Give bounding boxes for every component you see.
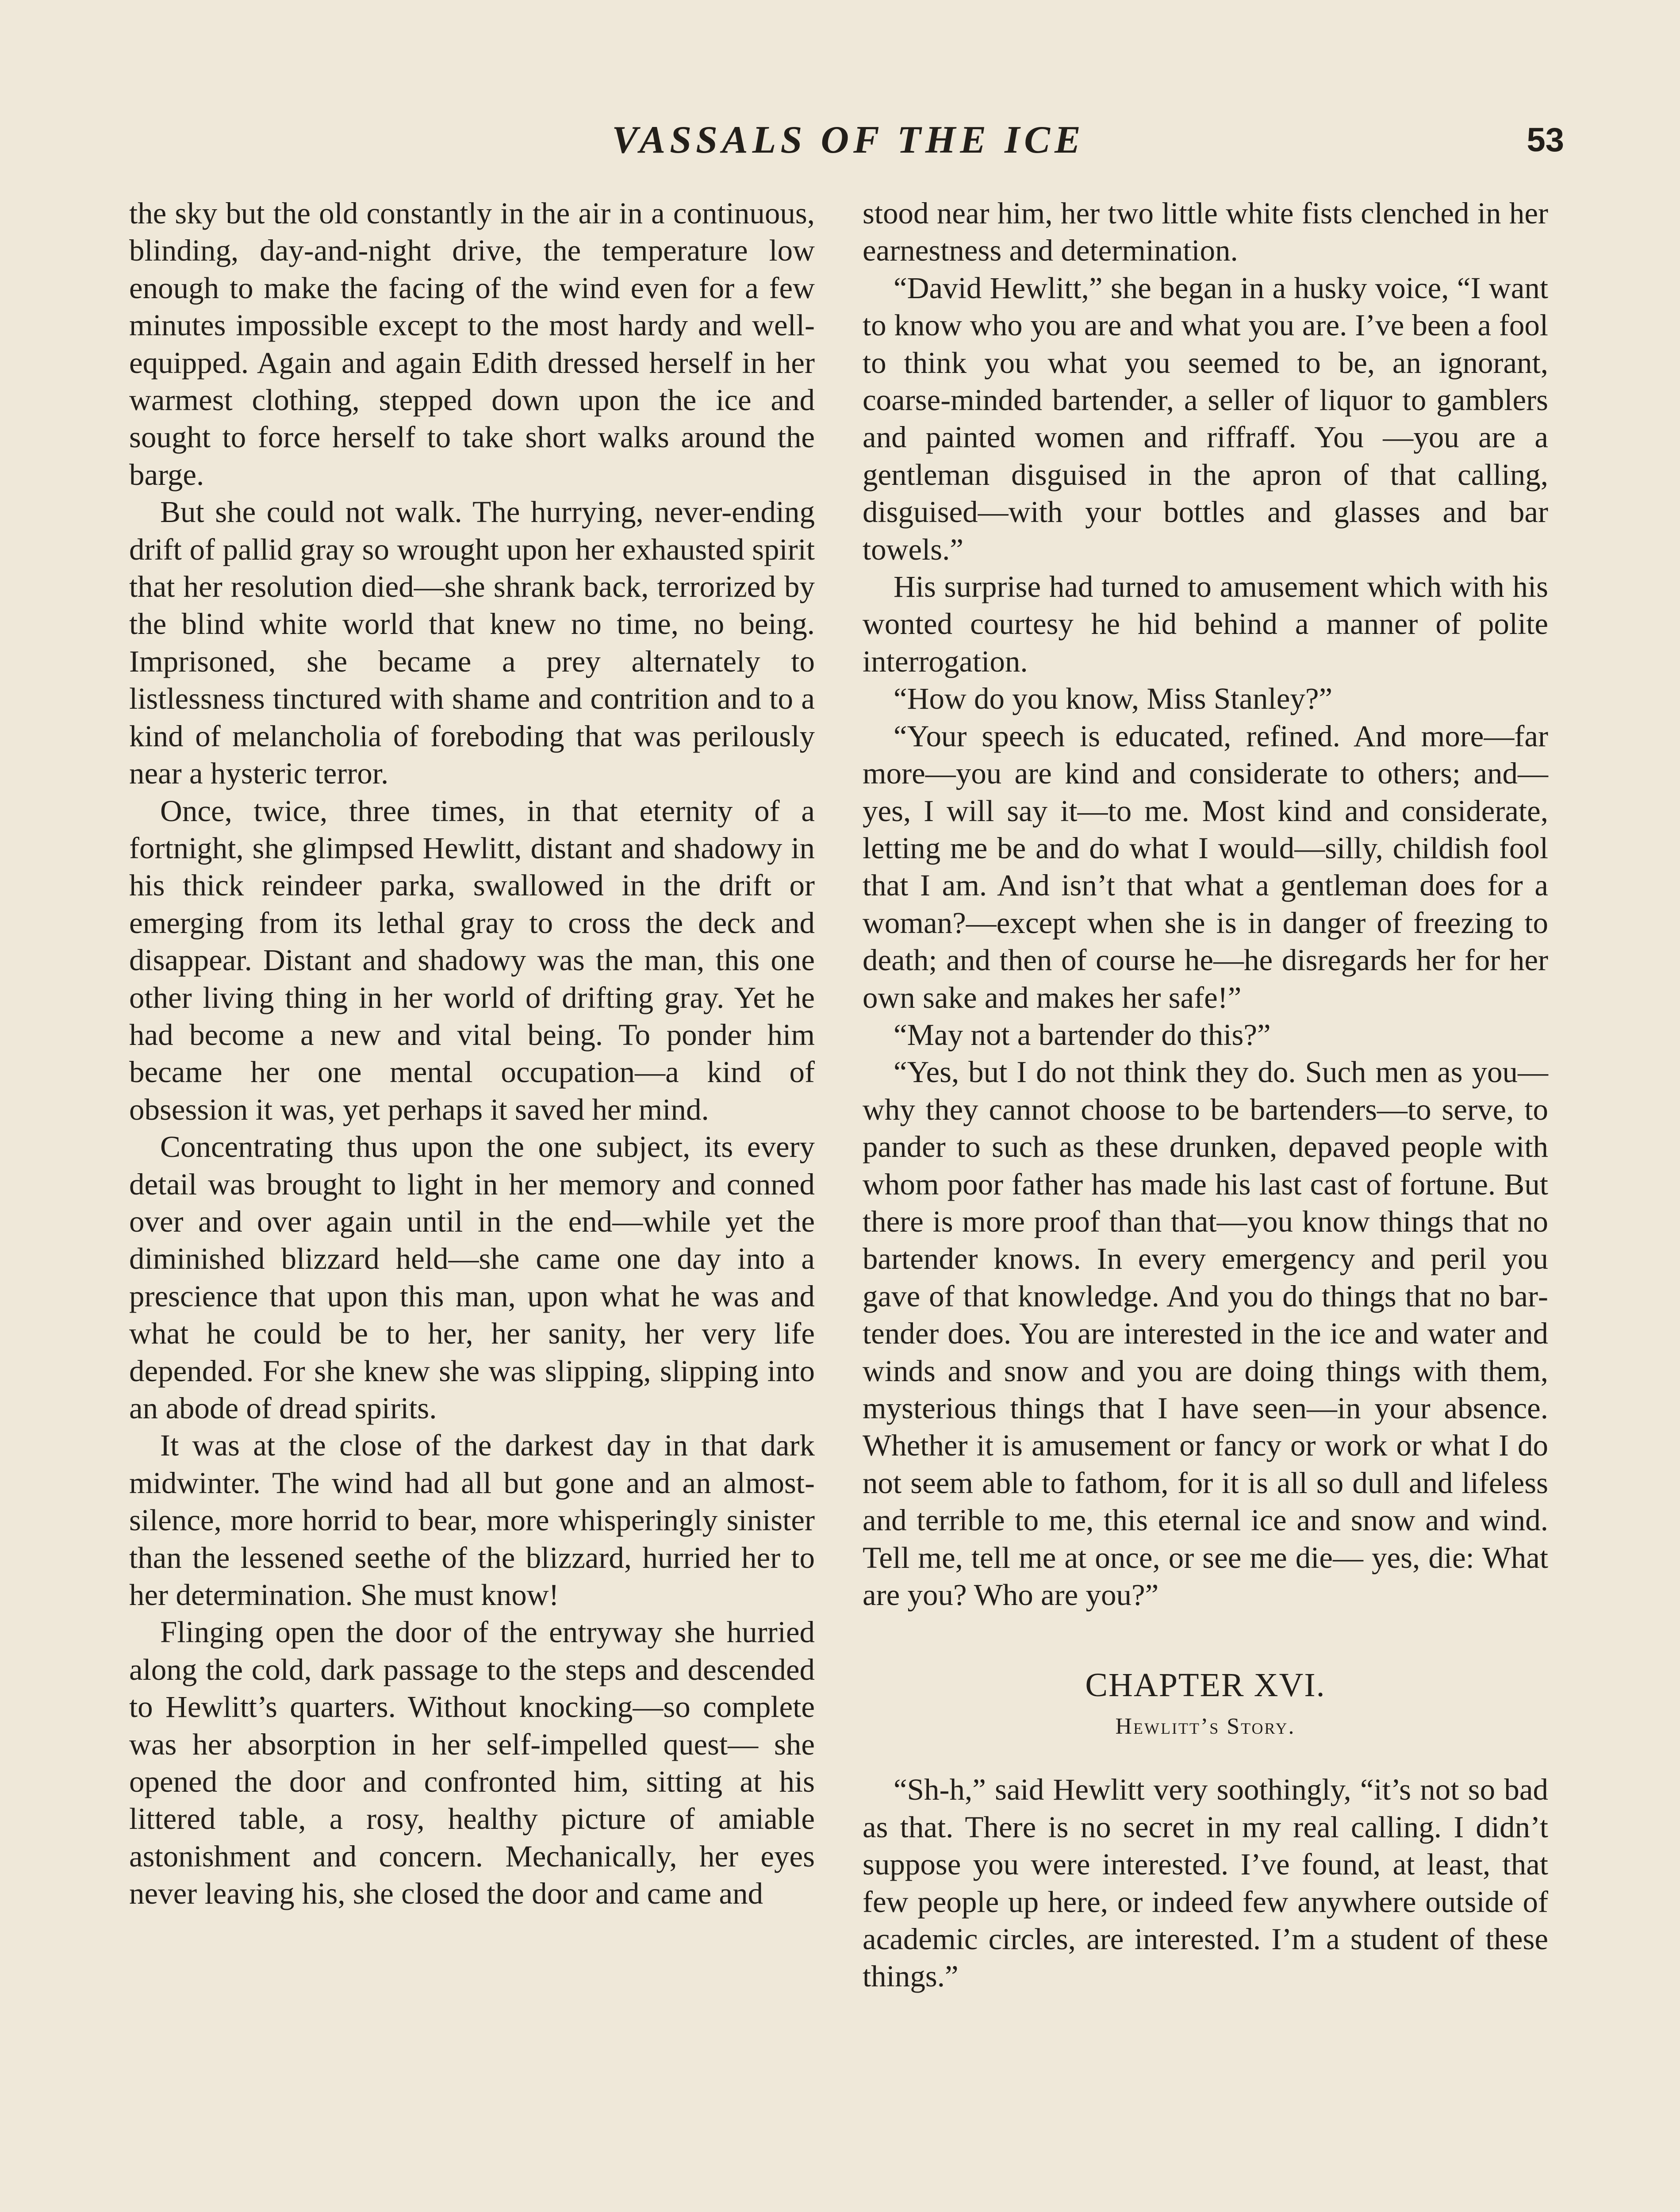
running-title: VASSALS OF THE ICE xyxy=(612,119,1085,161)
paragraph: “David Hewlitt,” she began in a husky voice, “I want to know who you are and what you are. I’ve been a fool to think you what you seemed to be, an ignorant, coarse-minded bartender, a seller of liquor to gamblers and painted women and riffraff. You —you are a gentleman disguised in the apron of that calling, disguised—with your bottles and glasses and bar towels.” xyxy=(863,271,1548,566)
left-column xyxy=(129,195,815,1912)
paragraph: Flinging open the door of the entryway she hurried along the cold, dark passage to the steps and descended to Hewlitt’s quarters. Without knocking—so complete was her absorption in her self-impelled quest— she opened the door and confronted him, sitting at his littered table, a rosy, healthy picture of amiable astonishment and concern. Mechanically, her eyes never leaving his, she closed the door and came and xyxy=(129,1615,815,1911)
paragraph: “How do you know, Miss Stanley?” xyxy=(894,682,1333,716)
paragraph: His surprise had turned to amusement which with his wonted courtesy he hid behind a manner of polite interrogation. xyxy=(863,570,1548,678)
paragraph: Once, twice, three times, in that eternity of a fortnight, she glimpsed Hewlitt, distant and shadowy in his thick reindeer parka, swallowed in the drift or emerging from its lethal gray to cross the deck and disappear. Distant and shadowy was the man, this one other living thing in her world of drifting gray. Yet he had become a new and vital being. To ponder him became her one mental occupation—a kind of obsession it was, yet perhaps it saved her mind. xyxy=(129,794,815,1126)
paragraph: But she could not walk. The hurrying, never-ending drift of pallid gray so wrought upon her exhausted spirit that her resolution died—she shrank back, terrorized by the blind white world that knew no time, no being. Imprisoned, she became a prey alternately to listlessness tinctured with shame and contrition and to a kind of melancholia of foreboding that was perilously near a hysteric terror. xyxy=(129,495,815,791)
paragraph: It was at the close of the darkest day in that dark midwinter. The wind had all but gone and an almost-silence, more horrid to bear, more whisperingly sinister than the lessened seethe of the blizzard, hurried her to her determination. She must know! xyxy=(129,1429,815,1612)
paragraph: “Yes, but I do not think they do. Such men as you—why they cannot choose to be bartenders—to serve, to pander to such as these drunken, depaved people with whom poor father has made his last cast of fortune. But there is more proof than that—you know things that no bartender knows. In every emergency and peril you gave of that knowledge. And you do things that no bartender does. You are interested in the ice and water and winds and snow and you are doing things with them, mysterious things that I have seen—in your absence. Whether it is amusement or fancy or work or what I do not seem able to fathom, for it is all so dull and lifeless and terrible to me, this eternal ice and snow and wind. Tell me, tell me at once, or see me die— yes, die: What are you? Who are you?” xyxy=(863,1055,1548,1612)
paragraph: “Your speech is educated, refined. And more—far more—you are kind and considerate to others; and—yes, I will say it—to me. Most kind and considerate, letting me be and do what I would—silly, childish fool that I am. And isn’t that what a gentleman does for a woman?—except when she is in danger of freezing to death; and then of course he—he disregards her for her own sake and makes her safe!” xyxy=(863,719,1548,1014)
page-number: 53 xyxy=(1527,121,1564,159)
chapter-heading: CHAPTER XVI. xyxy=(1085,1667,1326,1704)
paragraph: Concentrating thus upon the one subject, its every detail was brought to light in her memory and conned over and over again until in the end—while yet the diminished blizzard held—she came one day into a prescience that upon this man, upon what he was and what he could be to her, her sanity, her very life depended. For she knew she was slipping, slipping into an abode of dread spirits. xyxy=(129,1130,815,1425)
paragraph: the sky but the old constantly in the air in a continuous, blinding, day-and-night drive, the temperature low enough to make the facing of the wind even for a few minutes impossible except to the most hardy and well-equipped. Again and again Edith dressed herself in her warmest clothing, stepped down upon the ice and sought to force herself to take short walks around the barge. xyxy=(129,196,815,492)
paragraph: “May not a bartender do this?” xyxy=(894,1018,1271,1052)
right-column xyxy=(863,195,1548,1995)
running-header xyxy=(133,116,1564,165)
paragraph: “Sh-h,” said Hewlitt very soothingly, “it’s not so bad as that. There is no secret in my real calling. I didn’t suppose you were interested. I’ve found, at least, that few people up here, or indeed few anywhere outside of academic circles, are interested. I’m a student of these things.” xyxy=(863,1773,1548,1993)
chapter-subtitle: Hewlitt’s Story. xyxy=(1115,1714,1296,1740)
paragraph: stood near him, her two little white fists clenched in her earnestness and determination. xyxy=(863,196,1548,268)
